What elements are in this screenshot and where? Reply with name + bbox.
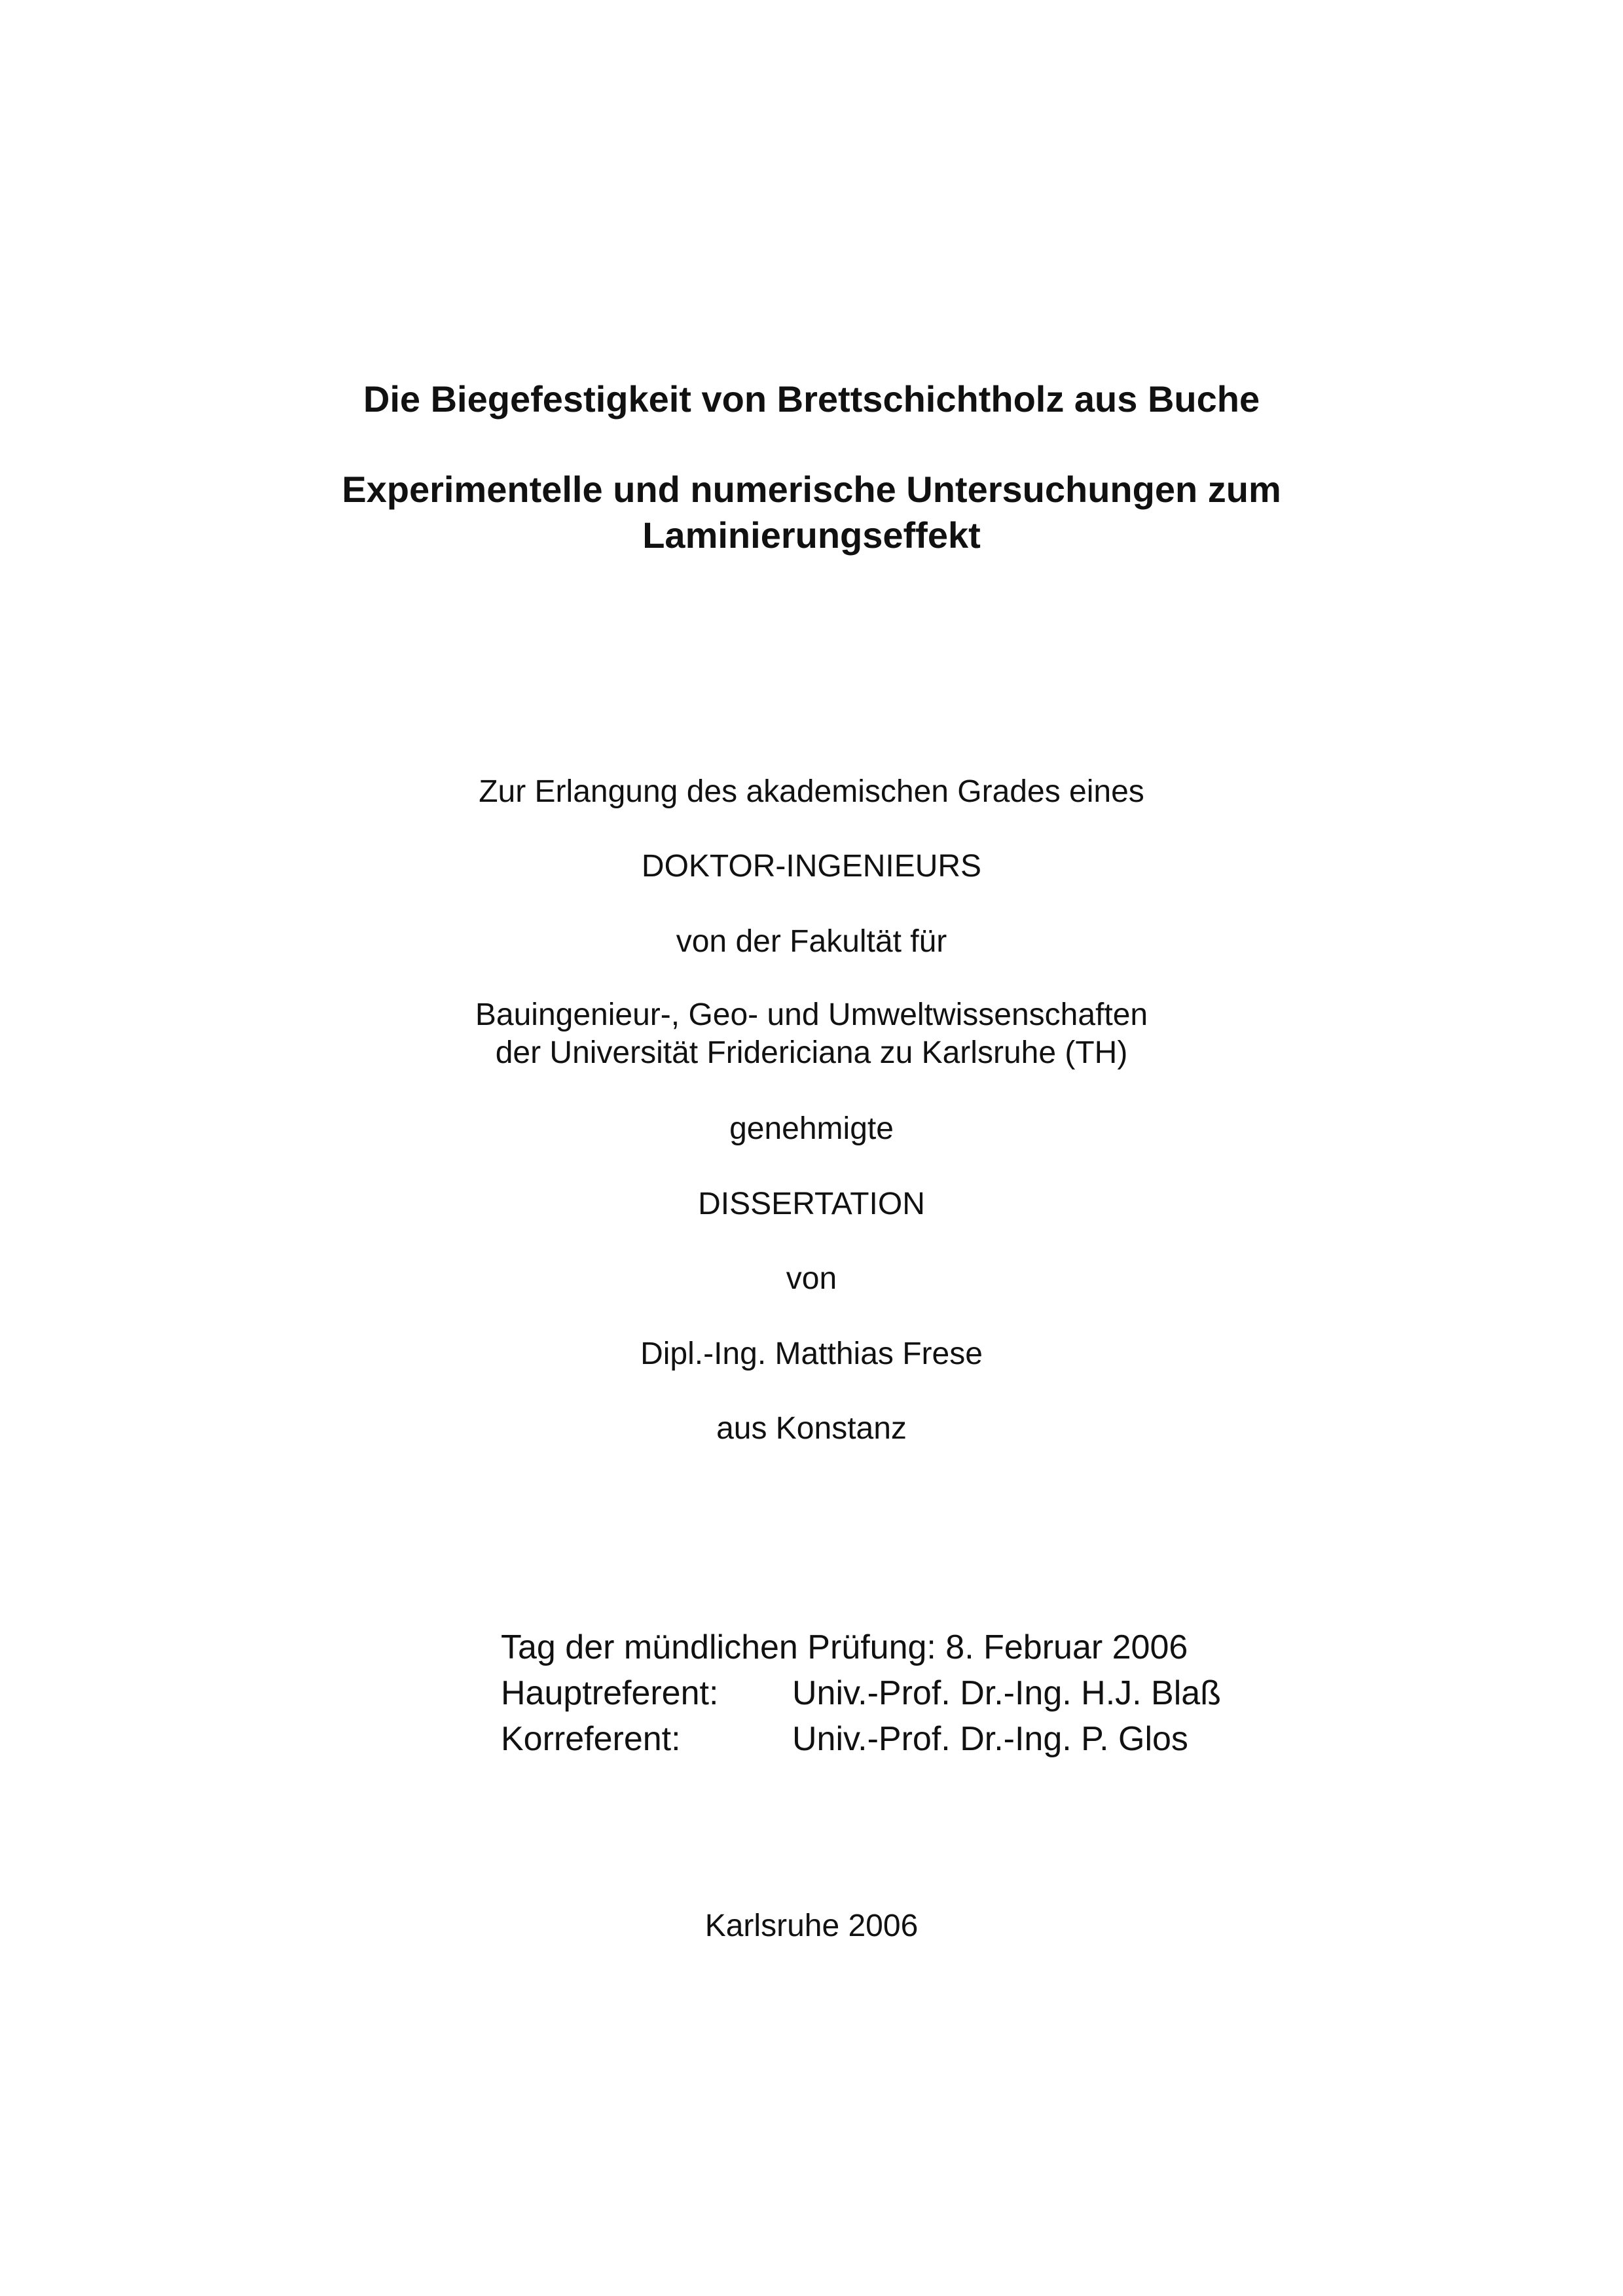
author-name: Dipl.-Ing. Matthias Frese bbox=[640, 1336, 983, 1371]
faculty-line-1: Bauingenieur-, Geo- und Umweltwissenschaften bbox=[475, 997, 1148, 1032]
approved-text: genehmigte bbox=[729, 1111, 894, 1146]
degree-intro: Zur Erlangung des akademischen Grades eines bbox=[479, 774, 1144, 809]
subtitle-line-1: Experimentelle und numerische Untersuchungen zum bbox=[342, 469, 1281, 510]
place-year: Karlsruhe 2006 bbox=[704, 1909, 919, 1943]
referee-label: Korreferent: bbox=[501, 1720, 681, 1758]
degree-name: DOKTOR-INGENIEURS bbox=[641, 849, 982, 884]
referee-name: Univ.-Prof. Dr.-Ing. P. Glos bbox=[792, 1720, 1188, 1758]
exam-date: Tag der mündlichen Prüfung: 8. Februar 2006 bbox=[501, 1628, 1188, 1666]
referee-label: Hauptreferent: bbox=[501, 1674, 719, 1712]
subtitle-line-2: Laminierungseffekt bbox=[642, 514, 981, 556]
faculty-intro: von der Fakultät für bbox=[676, 924, 947, 959]
by-text: von bbox=[786, 1261, 837, 1296]
title-line-1: Die Biegefestigkeit von Brettschichtholz aus Buche bbox=[363, 378, 1260, 420]
referee-name: Univ.-Prof. Dr.-Ing. H.J. Blaß bbox=[792, 1674, 1221, 1712]
document-type: DISSERTATION bbox=[698, 1187, 925, 1221]
faculty-line-2: der Universität Fridericiana zu Karlsruhe (TH) bbox=[495, 1035, 1128, 1070]
author-origin: aus Konstanz bbox=[716, 1411, 907, 1446]
